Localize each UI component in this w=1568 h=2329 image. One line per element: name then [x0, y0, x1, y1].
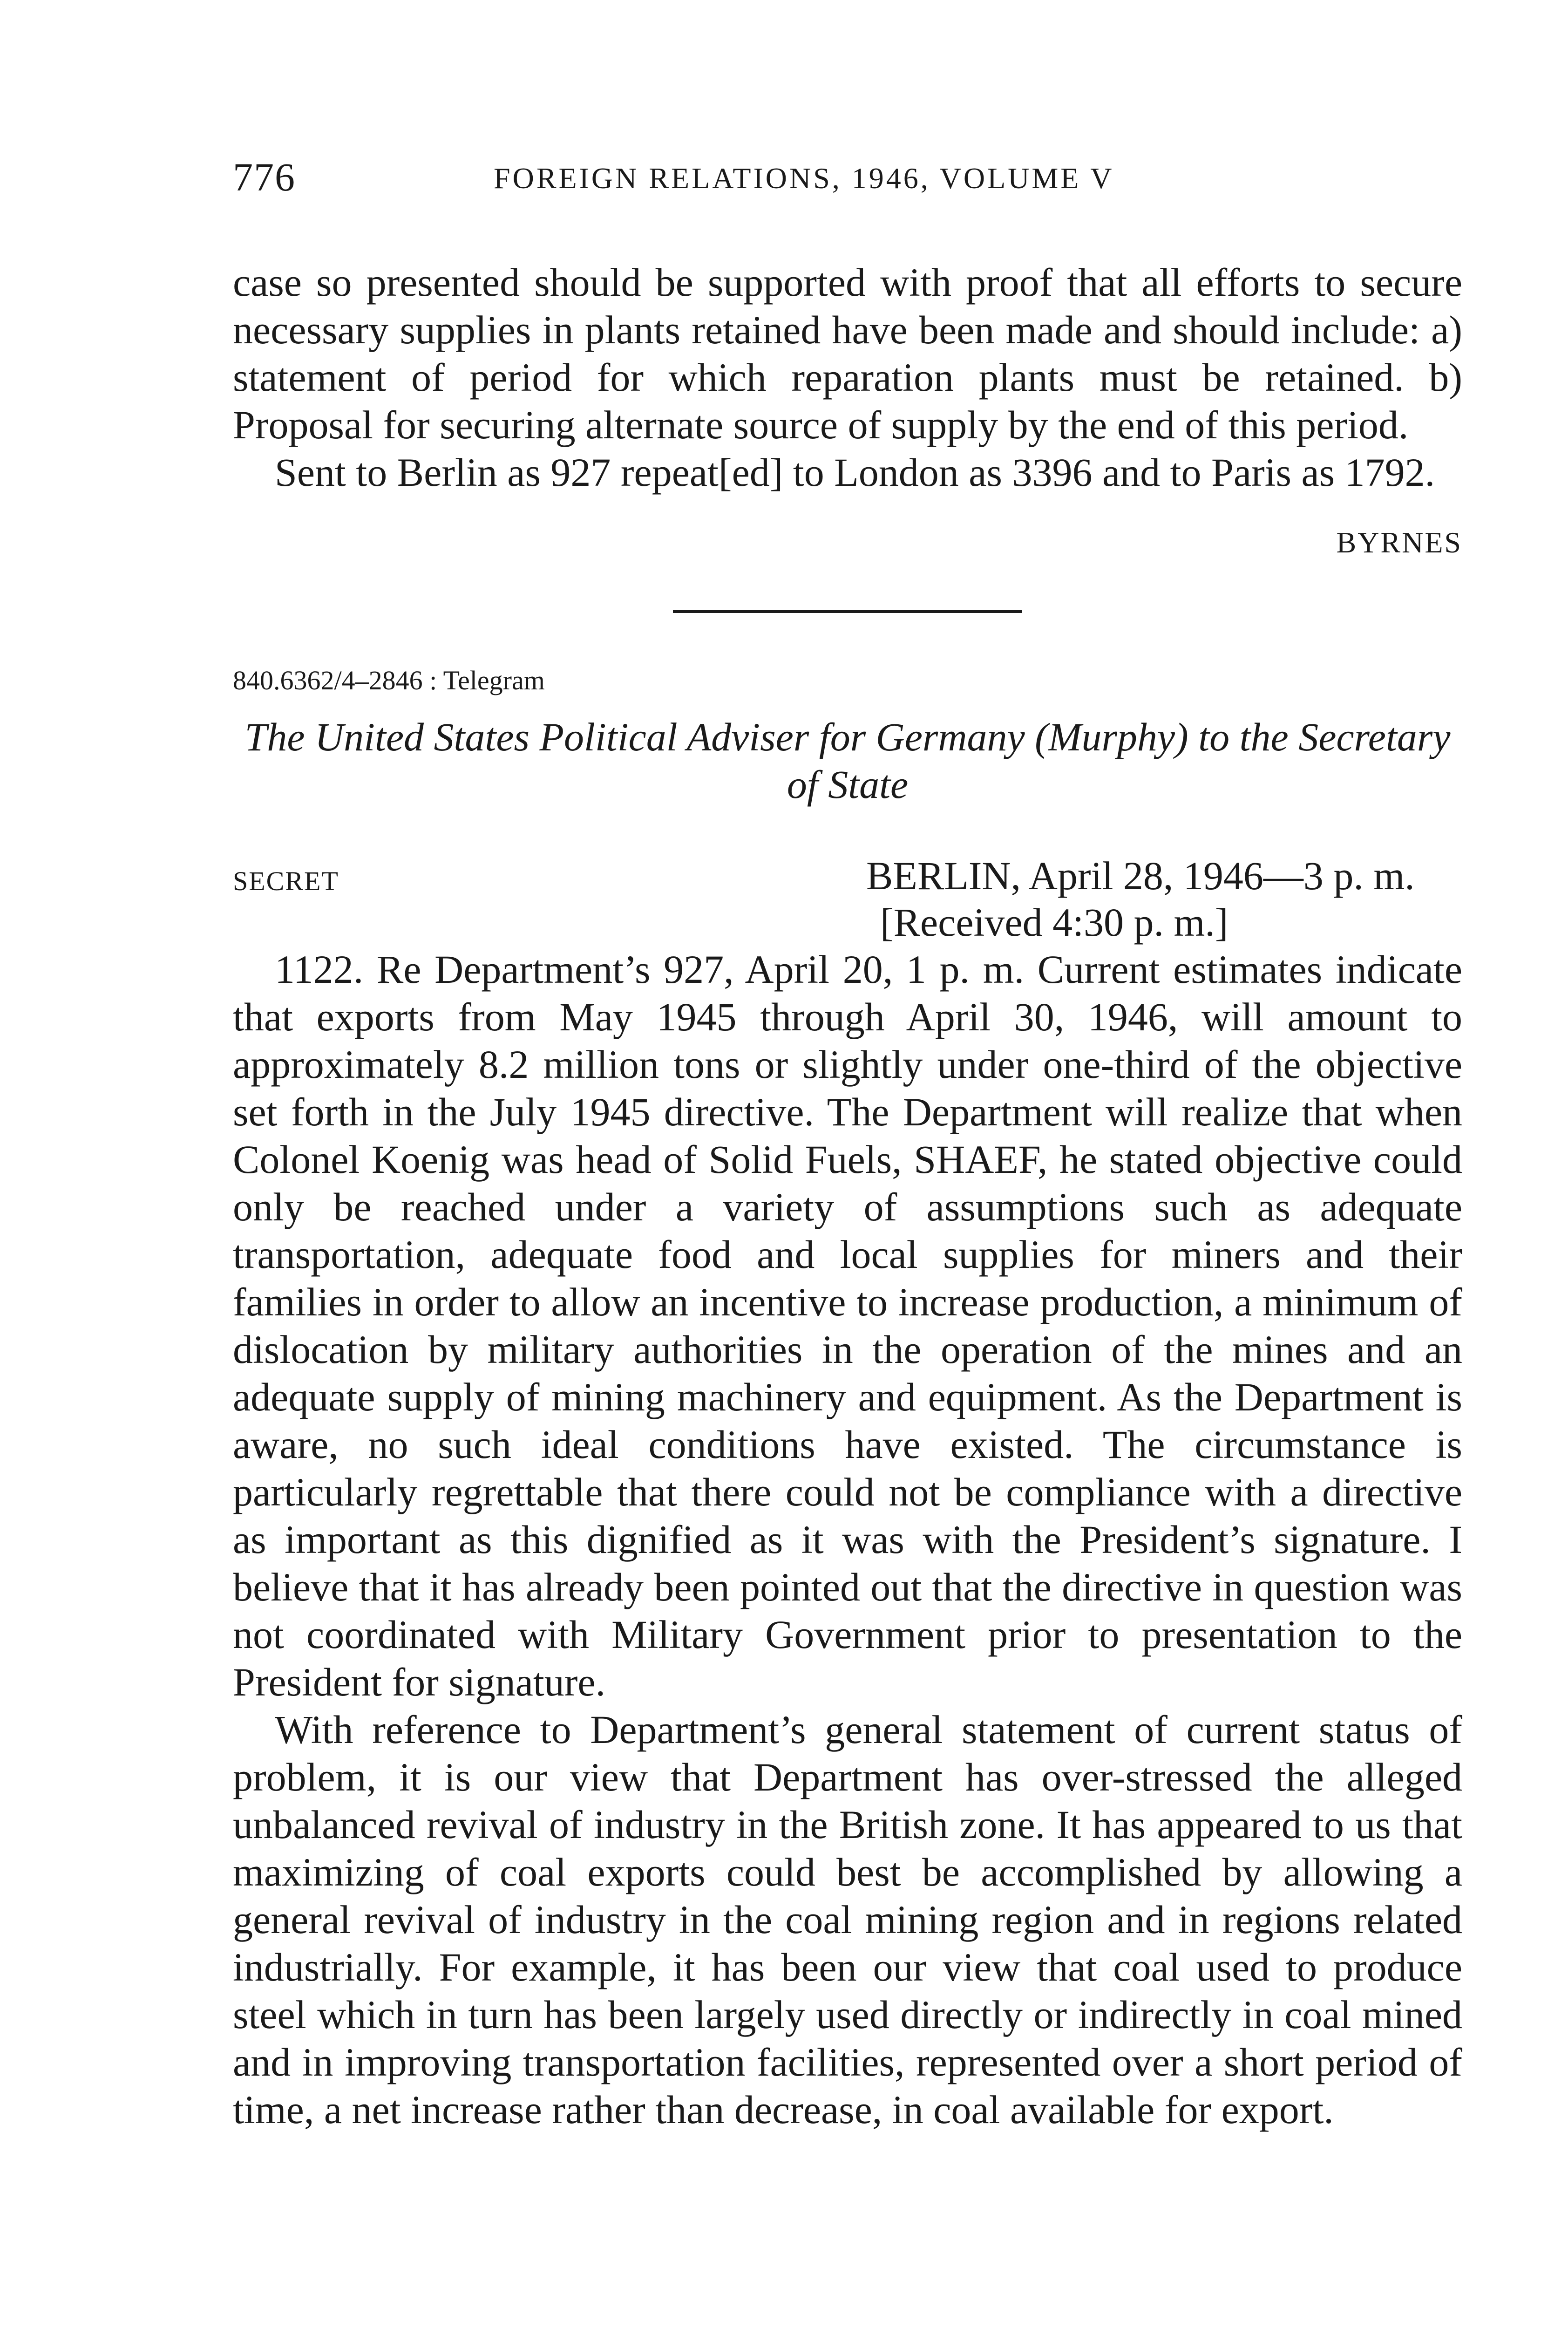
dateline-row: [233, 852, 1462, 946]
file-reference: 840.6362/4–2846 : Telegram: [233, 665, 545, 695]
sent-note: Sent to Berlin as 927 repeat[ed] to London as 3396 and to Paris as 1792.: [275, 450, 1435, 495]
body-paragraph-1: 1122. Re Department’s 927, April 20, 1 p. m. Current estimates indicate that exports from May 1945 through April 30, 1946, will amount to approximately 8.2 million tons or slightly under one-third of the objective set forth in the July 1945 directive. The Department will realize that when Colonel Koenig was head of Solid Fuels, SHAEF, he stated objective could only be reached under a variety of assumptions such as adequate transportation, adequate food and local supplies for miners and their families in order to allow an incentive to increase production, a minimum of dislocation by military authorities in the operation of the mines and an adequate supply of mining machinery and equipment. As the Department is aware, no such ideal conditions have existed. The circumstance is particularly regrettable that there could not be compliance with a directive as important as this dignified as it was with the President’s signature. I believe that it has already been pointed out that the directive in question was not coordinated with Military Government prior to presentation to the President for signature.: [233, 947, 1462, 1704]
dateline-place: BERLIN,: [866, 853, 1021, 898]
document-title: The United States Political Adviser for Germany (Murphy) to the Secretary of State: [244, 715, 1451, 807]
signature: BYRNES: [1336, 526, 1462, 559]
continuation-paragraph: case so presented should be supported with proof that all efforts to secure necessary supplies in plants retained have been made and should include: a) statement of period for which reparation plants must be retained. b) Proposal for securing alternate source of supply by the end of this period.: [233, 260, 1462, 447]
dateline-date: April 28, 1946—3 p. m.: [1021, 853, 1415, 898]
dateline: [866, 852, 1462, 946]
page-number: 776: [233, 155, 296, 199]
received-note: [Received 4:30 p. m.]: [880, 900, 1229, 945]
section-separator: [673, 610, 1022, 613]
body-paragraph-2: With reference to Department’s general statement of current status of problem, it is our view that Department has over-stressed the alleged unbalanced revival of industry in the British zone. It has appeared to us that maximizing of coal exports could best be accomplished by allowing a general revival of industry in the coal mining region and in regions related industrially. For example, it has been our view that coal used to produce steel which in turn has been largely used directly or indirectly in coal mined and in improving transportation facilities, represented over a short period of time, a net increase rather than decrease, in coal available for export.: [233, 1707, 1462, 2132]
page-header: [233, 154, 1462, 210]
running-head: FOREIGN RELATIONS, 1946, VOLUME V: [494, 162, 1114, 195]
page-body: [233, 259, 1462, 2133]
classification-label: SECRET: [233, 866, 339, 896]
